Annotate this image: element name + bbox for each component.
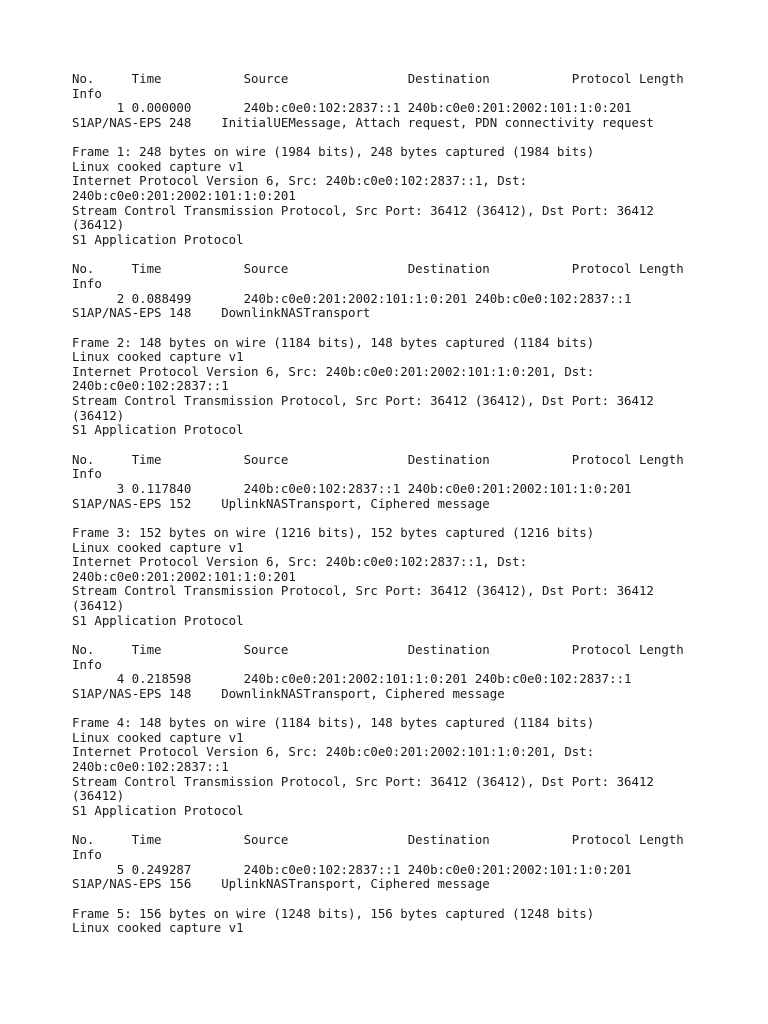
- detail-line: 240b:c0e0:201:2002:101:1:0:201: [72, 188, 296, 204]
- detail-line: Internet Protocol Version 6, Src: 240b:c0e0:201:2002:101:1:0:201, Dst:: [72, 363, 595, 379]
- detail-line: Internet Protocol Version 6, Src: 240b:c0e0:201:2002:101:1:0:201, Dst:: [72, 744, 595, 760]
- detail-line: 240b:c0e0:102:2837::1: [72, 378, 229, 394]
- detail-line: Linux cooked capture v1: [72, 920, 244, 936]
- detail-line: Linux cooked capture v1: [72, 158, 244, 174]
- detail-line: Linux cooked capture v1: [72, 539, 244, 555]
- detail-line: Linux cooked capture v1: [72, 349, 244, 365]
- packet-row-wrap: S1AP/NAS-EPS 148 DownlinkNASTransport: [72, 305, 371, 321]
- packet-details: [72, 907, 732, 936]
- packet-row: 3 0.117840 240b:c0e0:102:2837::1 240b:c0e0:201:2002:101:1:0:201: [72, 480, 632, 496]
- packet-summary: [72, 72, 732, 131]
- column-header: No. Time Source Destination Protocol Length: [72, 832, 684, 848]
- column-header: No. Time Source Destination Protocol Length: [72, 71, 684, 86]
- packet-summary: [72, 833, 732, 892]
- column-header-wrap: Info: [72, 466, 102, 482]
- detail-line: S1 Application Protocol: [72, 422, 244, 438]
- packet-summary: [72, 453, 732, 512]
- column-header-wrap: Info: [72, 85, 102, 101]
- packet-row-wrap: S1AP/NAS-EPS 152 UplinkNASTransport, Ciphered message: [72, 495, 490, 511]
- packet-details: [72, 336, 732, 438]
- detail-line: Internet Protocol Version 6, Src: 240b:c0e0:102:2837::1, Dst:: [72, 554, 528, 570]
- detail-line: Frame 5: 156 bytes on wire (1248 bits), 156 bytes captured (1248 bits): [72, 905, 595, 921]
- detail-line: 240b:c0e0:102:2837::1: [72, 759, 229, 775]
- detail-line: Stream Control Transmission Protocol, Src Port: 36412 (36412), Dst Port: 36412: [72, 773, 654, 789]
- detail-line: Stream Control Transmission Protocol, Src Port: 36412 (36412), Dst Port: 36412: [72, 202, 654, 218]
- column-header-wrap: Info: [72, 275, 102, 291]
- detail-line: 240b:c0e0:201:2002:101:1:0:201: [72, 568, 296, 584]
- packet-row: 4 0.218598 240b:c0e0:201:2002:101:1:0:201 240b:c0e0:102:2837::1: [72, 671, 632, 687]
- column-header: No. Time Source Destination Protocol Length: [72, 641, 684, 657]
- packet-summary: [72, 262, 732, 321]
- column-header-wrap: Info: [72, 656, 102, 672]
- packet-details: [72, 716, 732, 818]
- packet-details: [72, 526, 732, 628]
- packet-row: 2 0.088499 240b:c0e0:201:2002:101:1:0:201 240b:c0e0:102:2837::1: [72, 290, 632, 306]
- column-header: No. Time Source Destination Protocol Length: [72, 261, 684, 277]
- detail-line: Stream Control Transmission Protocol, Src Port: 36412 (36412), Dst Port: 36412: [72, 583, 654, 599]
- detail-line: Frame 4: 148 bytes on wire (1184 bits), 148 bytes captured (1184 bits): [72, 715, 595, 731]
- packet-row-wrap: S1AP/NAS-EPS 148 DownlinkNASTransport, Ciphered message: [72, 685, 505, 701]
- packet-details: [72, 145, 732, 247]
- packet-row-wrap: S1AP/NAS-EPS 156 UplinkNASTransport, Ciphered message: [72, 876, 490, 892]
- packet-capture-document: [72, 72, 732, 936]
- detail-line: (36412): [72, 217, 125, 233]
- detail-line: S1 Application Protocol: [72, 232, 244, 248]
- detail-line: (36412): [72, 407, 125, 423]
- packet-row: 5 0.249287 240b:c0e0:102:2837::1 240b:c0e0:201:2002:101:1:0:201: [72, 861, 632, 877]
- packet-summary: [72, 643, 732, 702]
- detail-line: S1 Application Protocol: [72, 612, 244, 628]
- detail-line: Frame 2: 148 bytes on wire (1184 bits), 148 bytes captured (1184 bits): [72, 334, 595, 350]
- detail-line: (36412): [72, 598, 125, 614]
- detail-line: (36412): [72, 788, 125, 804]
- detail-line: S1 Application Protocol: [72, 803, 244, 819]
- column-header: No. Time Source Destination Protocol Length: [72, 451, 684, 467]
- detail-line: Internet Protocol Version 6, Src: 240b:c0e0:102:2837::1, Dst:: [72, 173, 528, 189]
- detail-line: Frame 3: 152 bytes on wire (1216 bits), 152 bytes captured (1216 bits): [72, 524, 595, 540]
- column-header-wrap: Info: [72, 846, 102, 862]
- packet-row-wrap: S1AP/NAS-EPS 248 InitialUEMessage, Attach request, PDN connectivity request: [72, 114, 654, 130]
- detail-line: Frame 1: 248 bytes on wire (1984 bits), 248 bytes captured (1984 bits): [72, 144, 595, 160]
- packet-row: 1 0.000000 240b:c0e0:102:2837::1 240b:c0e0:201:2002:101:1:0:201: [72, 100, 632, 116]
- detail-line: Linux cooked capture v1: [72, 729, 244, 745]
- detail-line: Stream Control Transmission Protocol, Src Port: 36412 (36412), Dst Port: 36412: [72, 393, 654, 409]
